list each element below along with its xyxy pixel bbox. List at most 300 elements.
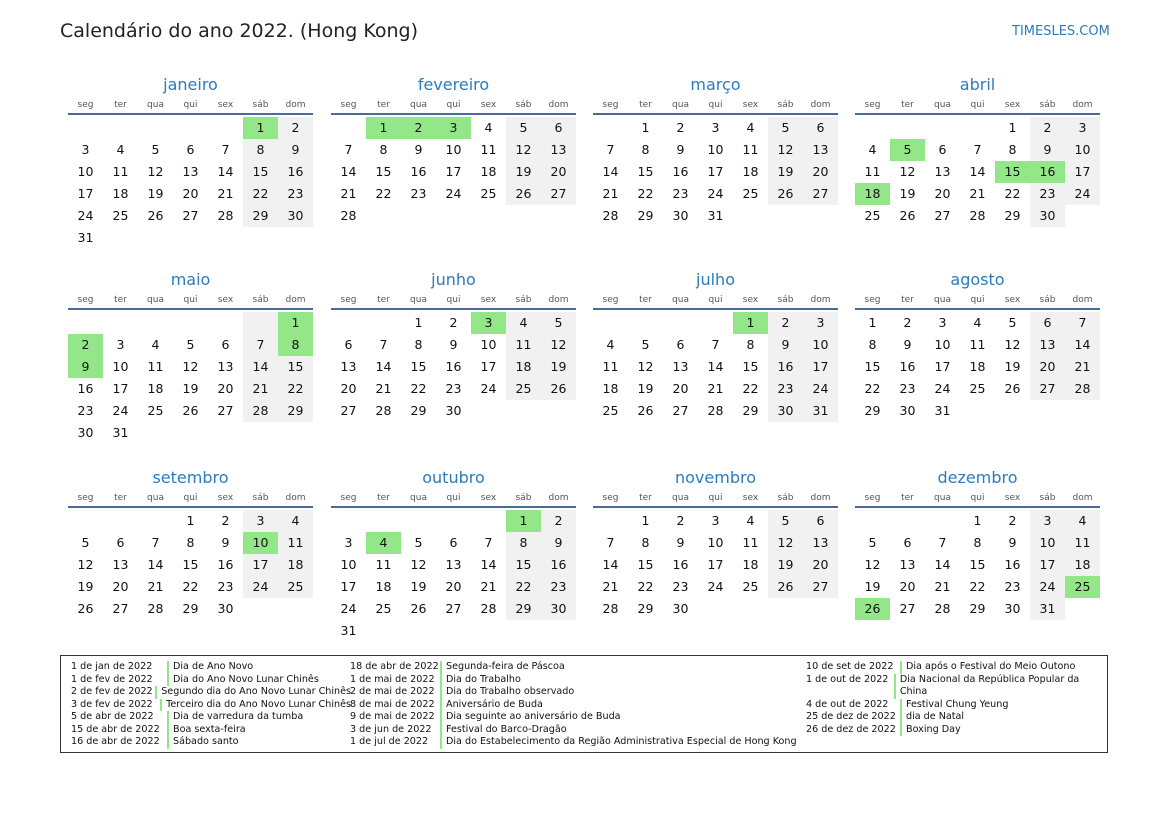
day-cell: 28 xyxy=(602,208,619,223)
day-cell: 22 xyxy=(278,378,313,400)
day-cell: 30 xyxy=(672,601,689,616)
day-cell: 8 xyxy=(278,334,313,356)
day-cell: 17 xyxy=(243,554,278,576)
day-cell: 4 xyxy=(116,142,125,157)
day-cell: 3 xyxy=(938,315,947,330)
day-cell: 21 xyxy=(969,186,986,201)
weekday-label: seg xyxy=(340,493,357,503)
month-name: julho xyxy=(696,270,735,289)
month-name: maio xyxy=(170,270,211,289)
day-cell: 14 xyxy=(602,164,619,179)
weekday-label: sex xyxy=(480,295,497,305)
day-cell: 25 xyxy=(375,601,392,616)
day-cell: 14 xyxy=(480,557,497,572)
day-cell: 23 xyxy=(410,186,427,201)
day-grid xyxy=(855,117,1100,227)
weekday-header xyxy=(68,492,313,508)
day-cell: 19 xyxy=(506,161,541,183)
legend-holiday-name: Festival Chung Yeung xyxy=(900,699,1008,712)
day-cell-empty xyxy=(541,620,576,642)
day-cell: 7 xyxy=(973,142,982,157)
day-cell: 18 xyxy=(742,557,759,572)
day-cell: 26 xyxy=(147,208,164,223)
legend-holiday-name: Dia após o Festival do Meio Outono xyxy=(900,661,1075,674)
day-cell-empty xyxy=(960,400,995,422)
day-cell: 27 xyxy=(803,183,838,205)
day-cell: 15 xyxy=(637,557,654,572)
day-cell-empty xyxy=(68,312,103,334)
day-cell-empty xyxy=(663,312,698,334)
day-cell: 1 xyxy=(243,117,278,139)
day-cell: 15 xyxy=(410,359,427,374)
legend-date: 2 de fev de 2022 xyxy=(71,686,153,697)
day-cell-empty xyxy=(768,598,803,620)
day-cell: 22 xyxy=(182,579,199,594)
weekday-label: dom xyxy=(810,295,831,305)
day-cell: 26 xyxy=(506,183,541,205)
weekday-header xyxy=(593,99,838,115)
day-cell: 5 xyxy=(186,337,195,352)
day-cell: 3 xyxy=(436,117,471,139)
day-cell: 19 xyxy=(899,186,916,201)
legend-column xyxy=(71,661,351,749)
day-cell: 5 xyxy=(768,510,803,532)
weekday-header xyxy=(593,492,838,508)
legend-row xyxy=(806,674,1096,699)
weekday-label: qui xyxy=(446,295,461,305)
day-cell-empty xyxy=(208,312,243,334)
weekday-label: sex xyxy=(742,100,759,110)
day-cell: 12 xyxy=(541,334,576,356)
day-grid xyxy=(331,312,576,422)
day-cell: 3 xyxy=(1030,510,1065,532)
day-cell: 13 xyxy=(672,359,689,374)
weekday-label: dom xyxy=(285,295,306,305)
day-cell: 29 xyxy=(410,403,427,418)
day-cell-empty xyxy=(208,422,243,444)
weekday-label: seg xyxy=(602,295,619,305)
weekday-label: qua xyxy=(672,295,689,305)
day-cell: 28 xyxy=(375,403,392,418)
site-link[interactable]: TIMESLES.COM xyxy=(1012,24,1110,39)
weekday-label: sáb xyxy=(252,100,269,110)
day-cell: 28 xyxy=(217,208,234,223)
day-cell: 26 xyxy=(899,208,916,223)
legend-date: 1 de out de 2022 xyxy=(806,673,889,685)
day-cell-empty xyxy=(698,598,733,620)
weekday-label: ter xyxy=(901,100,914,110)
weekday-header xyxy=(331,294,576,310)
day-cell: 2 xyxy=(1030,117,1065,139)
day-cell: 15 xyxy=(278,356,313,378)
day-cell: 28 xyxy=(480,601,497,616)
day-cell: 22 xyxy=(864,381,881,396)
day-cell: 20 xyxy=(899,579,916,594)
weekday-label: seg xyxy=(864,493,881,503)
day-cell: 7 xyxy=(606,535,615,550)
day-cell: 29 xyxy=(506,598,541,620)
day-cell: 26 xyxy=(1004,381,1021,396)
legend-row xyxy=(806,711,1096,724)
day-cell: 16 xyxy=(410,164,427,179)
day-cell-empty xyxy=(331,117,366,139)
day-cell: 17 xyxy=(77,186,94,201)
day-cell: 16 xyxy=(217,557,234,572)
day-cell: 3 xyxy=(471,312,506,334)
day-cell: 8 xyxy=(186,535,195,550)
day-cell: 25 xyxy=(742,579,759,594)
weekday-label: qui xyxy=(708,493,723,503)
day-cell-empty xyxy=(471,205,506,227)
day-cell: 30 xyxy=(1030,205,1065,227)
month-maio xyxy=(68,270,313,444)
day-cell: 21 xyxy=(217,186,234,201)
day-cell: 3 xyxy=(711,120,720,135)
day-cell: 10 xyxy=(112,359,129,374)
weekday-label: qua xyxy=(410,100,427,110)
day-cell: 10 xyxy=(340,557,357,572)
day-cell: 5 xyxy=(641,337,650,352)
day-cell: 8 xyxy=(379,142,388,157)
weekday-header xyxy=(331,99,576,115)
day-cell: 23 xyxy=(672,186,689,201)
weekday-label: qui xyxy=(183,295,198,305)
weekday-label: ter xyxy=(639,493,652,503)
day-cell: 17 xyxy=(803,356,838,378)
day-cell: 29 xyxy=(969,601,986,616)
day-cell: 29 xyxy=(864,403,881,418)
day-cell: 7 xyxy=(938,535,947,550)
day-cell: 24 xyxy=(243,576,278,598)
day-cell: 21 xyxy=(934,579,951,594)
day-cell: 24 xyxy=(445,186,462,201)
weekday-label: sex xyxy=(1004,100,1021,110)
day-cell: 2 xyxy=(541,510,576,532)
day-cell: 8 xyxy=(746,337,755,352)
day-cell: 1 xyxy=(506,510,541,532)
day-cell-empty xyxy=(138,117,173,139)
day-cell: 13 xyxy=(803,532,838,554)
day-cell: 31 xyxy=(803,400,838,422)
day-cell-empty xyxy=(925,510,960,532)
day-cell-empty xyxy=(366,312,401,334)
day-cell: 10 xyxy=(707,142,724,157)
day-cell: 5 xyxy=(1008,315,1017,330)
month-name: março xyxy=(690,75,741,94)
day-cell: 3 xyxy=(81,142,90,157)
day-cell: 17 xyxy=(445,164,462,179)
legend-date: 3 de jun de 2022 xyxy=(350,723,432,735)
day-cell: 20 xyxy=(803,554,838,576)
legend-holiday-name: dia de Natal xyxy=(900,711,964,724)
day-cell-empty xyxy=(278,227,313,249)
day-cell: 22 xyxy=(969,579,986,594)
day-cell-empty xyxy=(890,510,925,532)
month-name: abril xyxy=(959,75,996,94)
weekday-label: seg xyxy=(602,493,619,503)
day-cell: 20 xyxy=(340,381,357,396)
day-grid xyxy=(331,510,576,642)
day-cell: 7 xyxy=(344,142,353,157)
weekday-label: sex xyxy=(480,100,497,110)
legend-row xyxy=(71,724,351,737)
day-cell: 7 xyxy=(379,337,388,352)
day-cell-empty xyxy=(173,227,208,249)
day-cell-empty xyxy=(541,205,576,227)
weekday-label: sex xyxy=(480,493,497,503)
legend-holiday-name: Segundo dia do Ano Novo Lunar Chinês xyxy=(155,686,351,699)
weekday-label: dom xyxy=(548,100,569,110)
weekday-label: dom xyxy=(285,100,306,110)
weekday-label: ter xyxy=(639,295,652,305)
legend-row xyxy=(806,724,1096,737)
weekday-label: dom xyxy=(548,295,569,305)
day-cell: 26 xyxy=(855,598,890,620)
day-cell: 16 xyxy=(1004,557,1021,572)
legend-column xyxy=(350,661,805,749)
day-cell: 30 xyxy=(217,601,234,616)
legend-holiday-name: Segunda-feira de Páscoa xyxy=(440,661,565,674)
day-cell: 30 xyxy=(77,425,94,440)
day-cell: 14 xyxy=(375,359,392,374)
day-cell: 23 xyxy=(541,576,576,598)
day-cell: 23 xyxy=(77,403,94,418)
legend-row xyxy=(71,661,351,674)
day-cell: 10 xyxy=(803,334,838,356)
day-cell: 3 xyxy=(344,535,353,550)
day-cell-empty xyxy=(471,620,506,642)
day-cell: 19 xyxy=(768,161,803,183)
day-cell: 24 xyxy=(803,378,838,400)
day-cell: 25 xyxy=(112,208,129,223)
legend-row xyxy=(806,661,1096,674)
day-cell: 13 xyxy=(541,139,576,161)
weekday-label: qua xyxy=(934,295,951,305)
weekday-label: sex xyxy=(1004,493,1021,503)
weekday-label: qui xyxy=(708,295,723,305)
day-cell: 4 xyxy=(366,532,401,554)
day-cell: 27 xyxy=(217,403,234,418)
weekday-label: qua xyxy=(934,100,951,110)
day-cell-empty xyxy=(768,205,803,227)
day-cell-empty xyxy=(366,510,401,532)
day-cell: 31 xyxy=(934,403,951,418)
day-cell: 16 xyxy=(445,359,462,374)
day-cell: 6 xyxy=(803,510,838,532)
day-cell: 1 xyxy=(414,315,423,330)
day-cell: 19 xyxy=(1004,359,1021,374)
day-cell-empty xyxy=(138,227,173,249)
weekday-label: qua xyxy=(672,100,689,110)
day-grid xyxy=(593,312,838,422)
day-cell: 16 xyxy=(672,164,689,179)
day-cell: 12 xyxy=(410,557,427,572)
day-cell-empty xyxy=(1065,400,1100,422)
weekday-label: dom xyxy=(285,493,306,503)
day-cell: 30 xyxy=(899,403,916,418)
weekday-header xyxy=(855,294,1100,310)
day-cell: 18 xyxy=(278,554,313,576)
day-cell: 25 xyxy=(480,186,497,201)
day-cell: 1 xyxy=(641,120,650,135)
legend-date: 25 de dez de 2022 xyxy=(806,711,896,722)
day-cell-empty xyxy=(925,117,960,139)
day-cell: 4 xyxy=(278,510,313,532)
day-cell: 9 xyxy=(414,142,423,157)
weekday-label: sex xyxy=(1004,295,1021,305)
weekday-label: seg xyxy=(864,295,881,305)
day-cell: 20 xyxy=(217,381,234,396)
day-cell: 28 xyxy=(147,601,164,616)
month-abril xyxy=(855,75,1100,227)
day-cell: 19 xyxy=(182,381,199,396)
weekday-label: qui xyxy=(183,100,198,110)
day-cell: 6 xyxy=(676,337,685,352)
day-cell: 27 xyxy=(934,208,951,223)
day-cell: 27 xyxy=(672,403,689,418)
month-outubro xyxy=(331,468,576,642)
day-cell: 27 xyxy=(1030,378,1065,400)
legend-date: 9 de mai de 2022 xyxy=(350,711,435,722)
weekday-label: sex xyxy=(217,100,234,110)
day-cell: 18 xyxy=(480,164,497,179)
month-name: agosto xyxy=(950,270,1005,289)
legend-holiday-name: Boxing Day xyxy=(900,724,961,737)
day-cell: 7 xyxy=(606,142,615,157)
day-cell: 6 xyxy=(186,142,195,157)
day-cell: 31 xyxy=(340,623,357,638)
weekday-label: seg xyxy=(77,295,94,305)
day-cell: 18 xyxy=(602,381,619,396)
day-cell: 6 xyxy=(116,535,125,550)
day-cell: 8 xyxy=(414,337,423,352)
day-cell: 18 xyxy=(147,381,164,396)
day-cell: 26 xyxy=(410,601,427,616)
legend-holiday-name: Dia do Ano Novo Lunar Chinês xyxy=(167,674,319,687)
day-cell: 31 xyxy=(1030,598,1065,620)
day-cell-empty xyxy=(436,510,471,532)
day-cell: 8 xyxy=(506,532,541,554)
day-cell: 10 xyxy=(77,164,94,179)
weekday-label: seg xyxy=(340,100,357,110)
legend-date: 4 de out de 2022 xyxy=(806,698,889,710)
legend-row xyxy=(350,699,805,712)
day-cell: 21 xyxy=(1065,356,1100,378)
day-cell: 28 xyxy=(1065,378,1100,400)
day-cell: 2 xyxy=(1008,513,1017,528)
legend-holiday-name: Dia de varredura da tumba xyxy=(167,711,303,724)
day-cell: 22 xyxy=(637,579,654,594)
day-cell: 17 xyxy=(707,557,724,572)
weekday-label: qui xyxy=(183,493,198,503)
day-cell: 15 xyxy=(375,164,392,179)
day-cell: 24 xyxy=(707,579,724,594)
day-cell: 14 xyxy=(340,164,357,179)
day-cell-empty xyxy=(103,510,138,532)
day-cell: 27 xyxy=(112,601,129,616)
day-cell: 9 xyxy=(676,142,685,157)
day-cell: 2 xyxy=(676,513,685,528)
day-cell: 26 xyxy=(768,183,803,205)
day-cell: 30 xyxy=(1004,601,1021,616)
day-cell-empty xyxy=(401,205,436,227)
legend-date: 16 de abr de 2022 xyxy=(71,736,160,747)
day-cell: 3 xyxy=(711,513,720,528)
day-cell-empty xyxy=(243,598,278,620)
day-cell: 9 xyxy=(1008,535,1017,550)
day-cell: 22 xyxy=(243,183,278,205)
weekday-label: ter xyxy=(377,295,390,305)
day-cell: 21 xyxy=(480,579,497,594)
day-cell: 3 xyxy=(116,337,125,352)
day-cell: 25 xyxy=(278,576,313,598)
day-cell: 10 xyxy=(1065,139,1100,161)
day-cell: 28 xyxy=(969,208,986,223)
legend-row xyxy=(350,736,805,749)
day-cell: 17 xyxy=(934,359,951,374)
day-cell: 9 xyxy=(903,337,912,352)
day-cell: 9 xyxy=(541,532,576,554)
legend-holiday-name: Dia do Trabalho observado xyxy=(440,686,574,699)
day-cell: 24 xyxy=(340,601,357,616)
day-cell: 12 xyxy=(637,359,654,374)
day-cell: 12 xyxy=(899,164,916,179)
day-cell: 11 xyxy=(742,535,759,550)
day-cell: 10 xyxy=(480,337,497,352)
day-cell: 20 xyxy=(1030,356,1065,378)
day-cell-empty xyxy=(506,400,541,422)
legend-row xyxy=(350,674,805,687)
day-cell: 13 xyxy=(445,557,462,572)
day-cell: 23 xyxy=(1004,579,1021,594)
day-cell: 4 xyxy=(506,312,541,334)
legend-row xyxy=(350,686,805,699)
day-grid xyxy=(68,510,313,620)
weekday-header xyxy=(68,99,313,115)
day-cell: 1 xyxy=(733,312,768,334)
day-cell-empty xyxy=(331,312,366,334)
weekday-label: qui xyxy=(970,295,985,305)
day-cell: 1 xyxy=(973,513,982,528)
day-cell: 13 xyxy=(182,164,199,179)
day-cell-empty xyxy=(1065,205,1100,227)
day-cell: 25 xyxy=(969,381,986,396)
day-cell: 12 xyxy=(768,532,803,554)
day-cell-empty xyxy=(138,422,173,444)
day-cell: 12 xyxy=(147,164,164,179)
day-cell: 20 xyxy=(445,579,462,594)
day-cell: 22 xyxy=(1004,186,1021,201)
day-cell: 15 xyxy=(243,161,278,183)
legend-row xyxy=(350,724,805,737)
day-cell: 24 xyxy=(934,381,951,396)
day-cell: 23 xyxy=(672,579,689,594)
weekday-label: seg xyxy=(602,100,619,110)
day-cell-empty xyxy=(855,117,890,139)
day-cell: 26 xyxy=(768,576,803,598)
day-cell: 13 xyxy=(217,359,234,374)
weekday-label: seg xyxy=(340,295,357,305)
legend-date: 1 de jan de 2022 xyxy=(71,661,153,672)
day-cell: 24 xyxy=(1030,576,1065,598)
day-cell: 9 xyxy=(278,139,313,161)
day-cell: 6 xyxy=(1030,312,1065,334)
day-cell: 10 xyxy=(1030,532,1065,554)
day-cell: 28 xyxy=(243,400,278,422)
day-cell: 27 xyxy=(541,183,576,205)
day-cell: 25 xyxy=(506,378,541,400)
day-cell: 7 xyxy=(711,337,720,352)
